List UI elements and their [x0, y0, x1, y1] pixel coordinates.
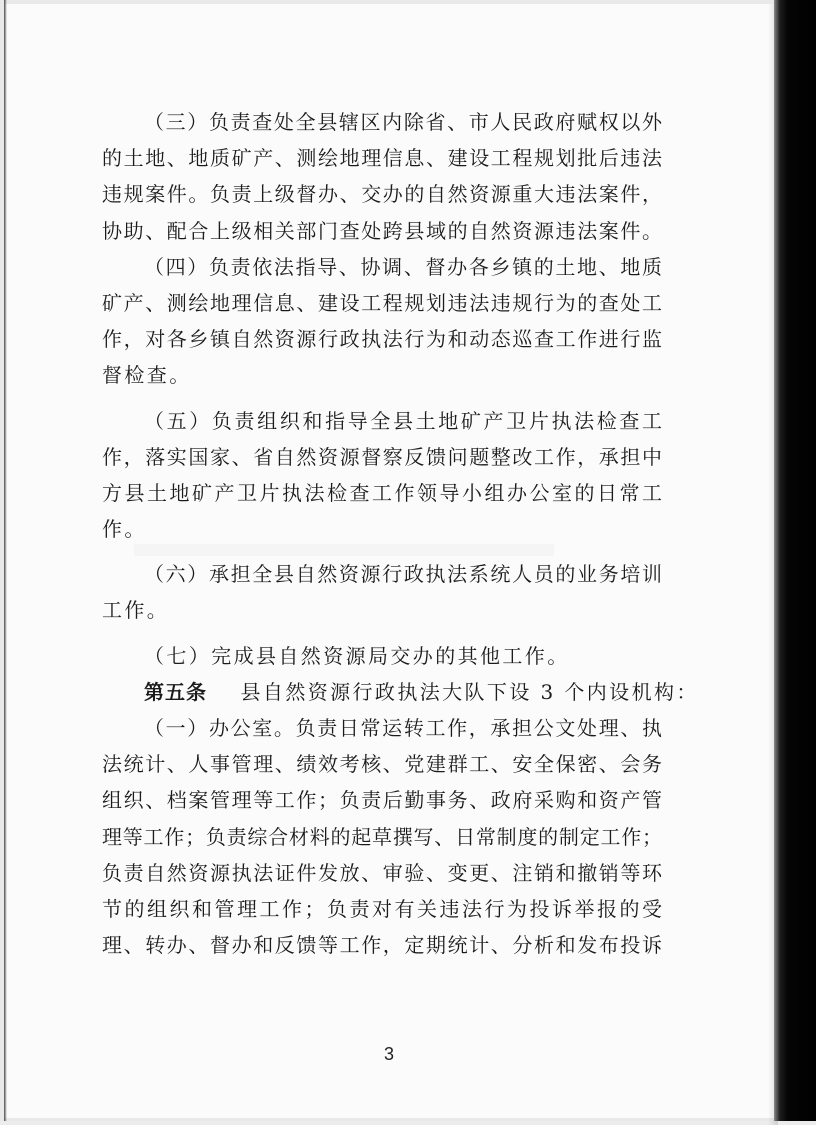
document-body	[102, 104, 699, 963]
article-5	[102, 674, 699, 710]
page-number: 3	[383, 1044, 394, 1064]
text-line: 的土地、地质矿产、测绘地理信息、建设工程规划批后违法	[102, 146, 662, 171]
text-line: 作。	[102, 517, 147, 542]
text-line: （六）承担全县自然资源行政执法系统人员的业务培训	[144, 562, 662, 587]
text-line: 节的组织和管理工作；负责对有关违法行为投诉举报的受	[102, 896, 662, 921]
article-text: 县自然资源行政执法大队下设 3 个内设机构：	[240, 679, 699, 704]
paper-page	[4, 4, 774, 1118]
text-line: （三）负责查处全县辖区内除省、市人民政府赋权以外	[144, 110, 662, 134]
paragraph-item-5	[102, 403, 662, 548]
text-line: 工作。	[102, 598, 170, 623]
article-heading: 第五条	[144, 679, 207, 704]
text-line: （五）负责组织和指导全县土地矿产卫片执法检查工	[144, 408, 662, 433]
text-line: （一）办公室。负责日常运转工作，承担公文处理、执	[144, 716, 662, 740]
paragraph-item-4	[102, 249, 662, 394]
office-paragraph	[102, 710, 662, 963]
text-line: 负责自然资源执法证件发放、审验、变更、注销和撤销等环	[102, 860, 662, 885]
paragraph-item-3	[102, 104, 662, 249]
text-line: 督检查。	[102, 363, 192, 388]
text-line: 作，对各乡镇自然资源行政执法行为和动态巡查工作进行监	[102, 327, 662, 352]
text-line: 矿产、测绘地理信息、建设工程规划违法违规行为的查处工	[102, 290, 662, 315]
scan-left-edge	[4, 0, 7, 1121]
paragraph-item-6	[102, 556, 662, 628]
text-line: （四）负责依法指导、协调、督办各乡镇的土地、地质	[144, 254, 662, 279]
scan-right-border	[774, 0, 816, 1121]
text-line: 协助、配合上级相关部门查处跨县域的自然资源违法案件。	[102, 218, 662, 243]
text-line: 违规案件。负责上级督办、交办的自然资源重大违法案件，	[102, 182, 662, 207]
text-line: 理等工作；负责综合材料的起草撰写、日常制度的制定工作；	[102, 824, 662, 849]
text-line: 组织、档案管理等工作；负责后勤事务、政府采购和资产管	[102, 788, 662, 813]
text-line: 理、转办、督办和反馈等工作，定期统计、分析和发布投诉	[102, 933, 662, 958]
text-line: 方县土地矿产卫片执法检查工作领导小组办公室的日常工	[102, 480, 662, 505]
paragraph-item-7	[102, 638, 662, 674]
text-line: （七）完成县自然资源局交办的其他工作。	[144, 643, 570, 668]
text-line: 法统计、人事管理、绩效考核、党建群工、安全保密、会务	[102, 752, 662, 777]
text-line: 作，落实国家、省自然资源督察反馈问题整改工作，承担中	[102, 444, 662, 469]
